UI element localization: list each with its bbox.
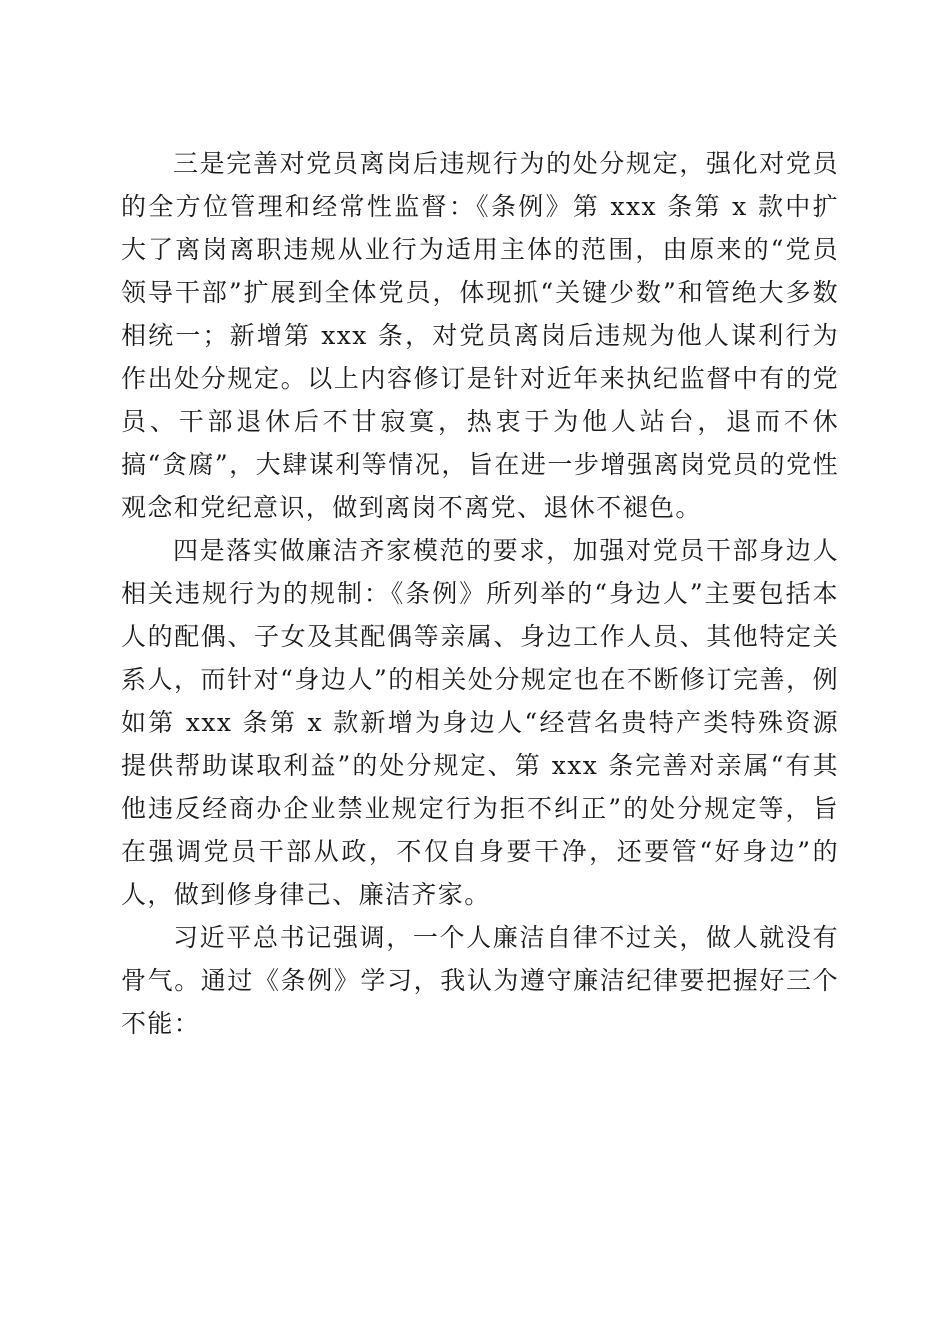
- paragraph-three-departure-discipline: 三是完善对党员离岗后违规行为的处分规定，强化对党员的全方位管理和经常性监督：《条例》第 xxx 条第 x 款中扩大了离岗离职违规从业行为适用主体的范围，由原来的“党员领导干部”扩展到全体党员，体现抓“关键少数”和管绝大多数相统一；新增第 xxx 条，对党员离岗后违规为他人谋利行为作出处分规定。以上内容修订是针对近年来执纪监督中有的党员、干部退休后不甘寂寞，热衷于为他人站台，退而不休搞“贪腐”，大肆谋利等情况，旨在进一步增强离岗党员的党性观念和党纪意识，做到离岗不离党、退休不褪色。: [121, 149, 839, 522]
- paragraph-conclusion: 习近平总书记强调，一个人廉洁自律不过关，做人就没有骨气。通过《条例》学习，我认为遵守廉洁纪律要把握好三个不能：: [121, 923, 839, 1038]
- paragraph-four-family-integrity: 四是落实做廉洁齐家模范的要求，加强对党员干部身边人相关违规行为的规制：《条例》所列举的“身边人”主要包括本人的配偶、子女及其配偶等亲属、身边工作人员、其他特定关系人，而针对“身边人”的相关处分规定也在不断修订完善，例如第 xxx 条第 x 款新增为身边人“经营名贵特产类特殊资源提供帮助谋取利益”的处分规定、第 xxx 条完善对亲属“有其他违反经商办企业禁业规定行为拒不纠正”的处分规定等，旨在强调党员干部从政，不仅自身要干净，还要管“好身边”的人，做到修身律己、廉洁齐家。: [121, 536, 839, 909]
- document-body: [121, 142, 839, 1045]
